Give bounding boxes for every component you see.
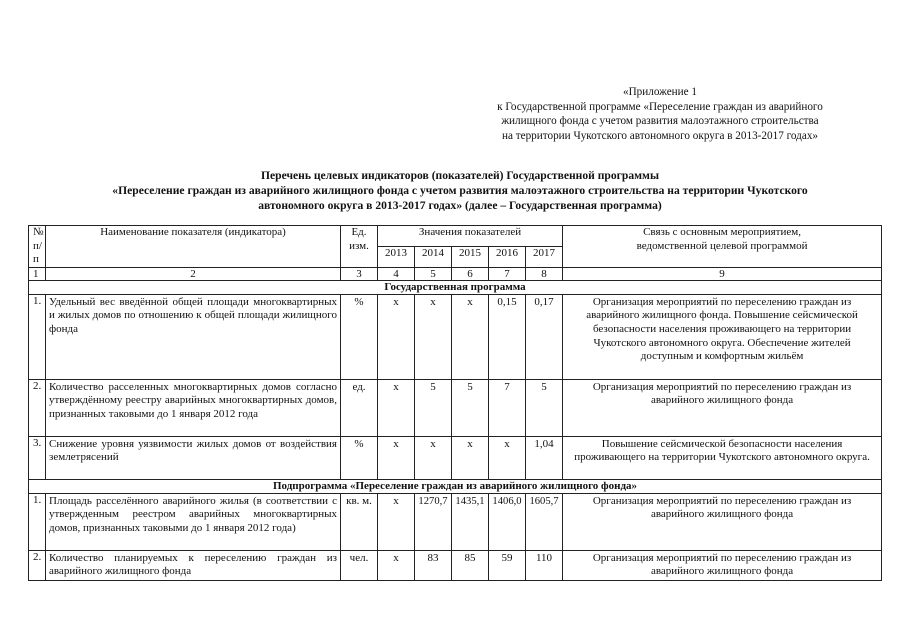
- header-num-line2: п/п: [33, 239, 42, 266]
- row-value-2017: 1,04: [526, 436, 563, 479]
- header-unit: [341, 226, 378, 268]
- section-title: Государственная программа: [29, 280, 882, 294]
- row-num: 1.: [29, 294, 46, 379]
- row-name: Площадь расселённого аварийного жилья (в соответствии с утвержденным реестром аварийных многоквартирных домов, признанных таковыми до 1 января 2012 года): [46, 493, 341, 550]
- header-link-line1: Связь с основным мероприятием,: [643, 226, 801, 238]
- row-num: 1.: [29, 493, 46, 550]
- row-value-2014: x: [415, 436, 452, 479]
- appendix-line: на территории Чукотского автономного округа в 2013-2017 годах»: [501, 129, 819, 142]
- header-row: [29, 226, 882, 247]
- header-year: 2016: [489, 246, 526, 267]
- row-num: 3.: [29, 436, 46, 479]
- row-value-2015: 1435,1: [452, 493, 489, 550]
- appendix-line: жилищного фонда с учетом развития малоэтажного строительства: [501, 115, 819, 128]
- row-value-2013: x: [378, 550, 415, 580]
- row-value-2014: x: [415, 294, 452, 379]
- row-value-2015: 85: [452, 550, 489, 580]
- section-title: Подпрограмма «Переселение граждан из аварийного жилищного фонда»: [29, 479, 882, 493]
- column-numbers-row: [29, 267, 882, 280]
- row-num: 2.: [29, 550, 46, 580]
- row-value-2013: x: [378, 493, 415, 550]
- appendix-line: «Приложение 1: [622, 86, 698, 98]
- title-line: «Переселение граждан из аварийного жилищного фонда с учетом развития малоэтажного строительства на территории Чукотского: [112, 184, 808, 197]
- title-line: Перечень целевых индикаторов (показателей) Государственной программы: [260, 169, 660, 182]
- table-row: [29, 493, 882, 550]
- column-number: 5: [415, 267, 452, 280]
- row-value-2014: 5: [415, 379, 452, 436]
- column-number: 4: [378, 267, 415, 280]
- row-value-2017: 5: [526, 379, 563, 436]
- row-value-2015: x: [452, 436, 489, 479]
- row-link: Организация мероприятий по переселению граждан из аварийного жилищного фонда: [563, 550, 882, 580]
- row-value-2015: x: [452, 294, 489, 379]
- appendix-line: к Государственной программе «Переселение граждан из аварийного: [497, 100, 823, 113]
- row-name: Количество расселенных многоквартирных домов согласно утверждённому реестру аварийных многоквартирных домов, признанных таковыми до 1 января 2012 года: [46, 379, 341, 436]
- header-num-line1: №: [33, 226, 44, 238]
- section-header-row: [29, 479, 882, 493]
- header-link: [563, 226, 882, 268]
- row-value-2017: 0,17: [526, 294, 563, 379]
- header-year: 2017: [526, 246, 563, 267]
- header-year: 2015: [452, 246, 489, 267]
- table-row: [29, 436, 882, 479]
- row-value-2016: 59: [489, 550, 526, 580]
- column-number: 9: [563, 267, 882, 280]
- column-number: 8: [526, 267, 563, 280]
- row-unit: чел.: [341, 550, 378, 580]
- row-unit: кв. м.: [341, 493, 378, 550]
- row-value-2016: 1406,0: [489, 493, 526, 550]
- table-row: [29, 294, 882, 379]
- header-unit-line1: Ед.: [351, 226, 367, 238]
- row-link: Организация мероприятий по переселению граждан из аварийного жилищного фонда. Повышение сейсмической безопасности населения проживающего на территории Чукотского автономного округа. Обеспечение жителей доступным и комфортным жильём: [563, 294, 882, 379]
- row-value-2017: 1605,7: [526, 493, 563, 550]
- row-num: 2.: [29, 379, 46, 436]
- row-value-2016: x: [489, 436, 526, 479]
- column-number: 1: [29, 267, 46, 280]
- row-value-2014: 83: [415, 550, 452, 580]
- title-line: автономного округа в 2013-2017 годах» (далее – Государственная программа): [258, 199, 662, 212]
- row-value-2013: x: [378, 436, 415, 479]
- row-value-2016: 0,15: [489, 294, 526, 379]
- header-link-line2: ведомственной целевой программой: [636, 239, 808, 252]
- header-name: Наименование показателя (индикатора): [46, 226, 341, 268]
- row-value-2013: x: [378, 294, 415, 379]
- row-value-2017: 110: [526, 550, 563, 580]
- header-year: 2014: [415, 246, 452, 267]
- row-value-2015: 5: [452, 379, 489, 436]
- row-value-2013: x: [378, 379, 415, 436]
- column-number: 3: [341, 267, 378, 280]
- row-value-2014: 1270,7: [415, 493, 452, 550]
- section-header-row: [29, 280, 882, 294]
- column-number: 7: [489, 267, 526, 280]
- table-row: [29, 379, 882, 436]
- row-link: Организация мероприятий по переселению граждан из аварийного жилищного фонда: [563, 379, 882, 436]
- row-link: Организация мероприятий по переселению граждан из аварийного жилищного фонда: [563, 493, 882, 550]
- row-name: Удельный вес введённой общей площади многоквартирных и жилых домов по отношению к общей площади жилищного фонда: [46, 294, 341, 379]
- row-unit: ед.: [341, 379, 378, 436]
- column-number: 6: [452, 267, 489, 280]
- row-unit: %: [341, 294, 378, 379]
- row-value-2016: 7: [489, 379, 526, 436]
- row-name: Количество планируемых к переселению граждан из аварийного жилищного фонда: [46, 550, 341, 580]
- header-year: 2013: [378, 246, 415, 267]
- appendix-caption: [440, 85, 880, 143]
- indicators-table: [28, 225, 882, 581]
- row-name: Снижение уровня уязвимости жилых домов от воздействия землетрясений: [46, 436, 341, 479]
- table-row: [29, 550, 882, 580]
- column-number: 2: [46, 267, 341, 280]
- row-link: Повышение сейсмической безопасности населения проживающего на территории Чукотского автономного округа.: [563, 436, 882, 479]
- row-unit: %: [341, 436, 378, 479]
- document-title: [30, 168, 890, 213]
- header-unit-line2: изм.: [349, 239, 369, 252]
- header-num: [29, 226, 46, 268]
- header-values: Значения показателей: [378, 226, 563, 247]
